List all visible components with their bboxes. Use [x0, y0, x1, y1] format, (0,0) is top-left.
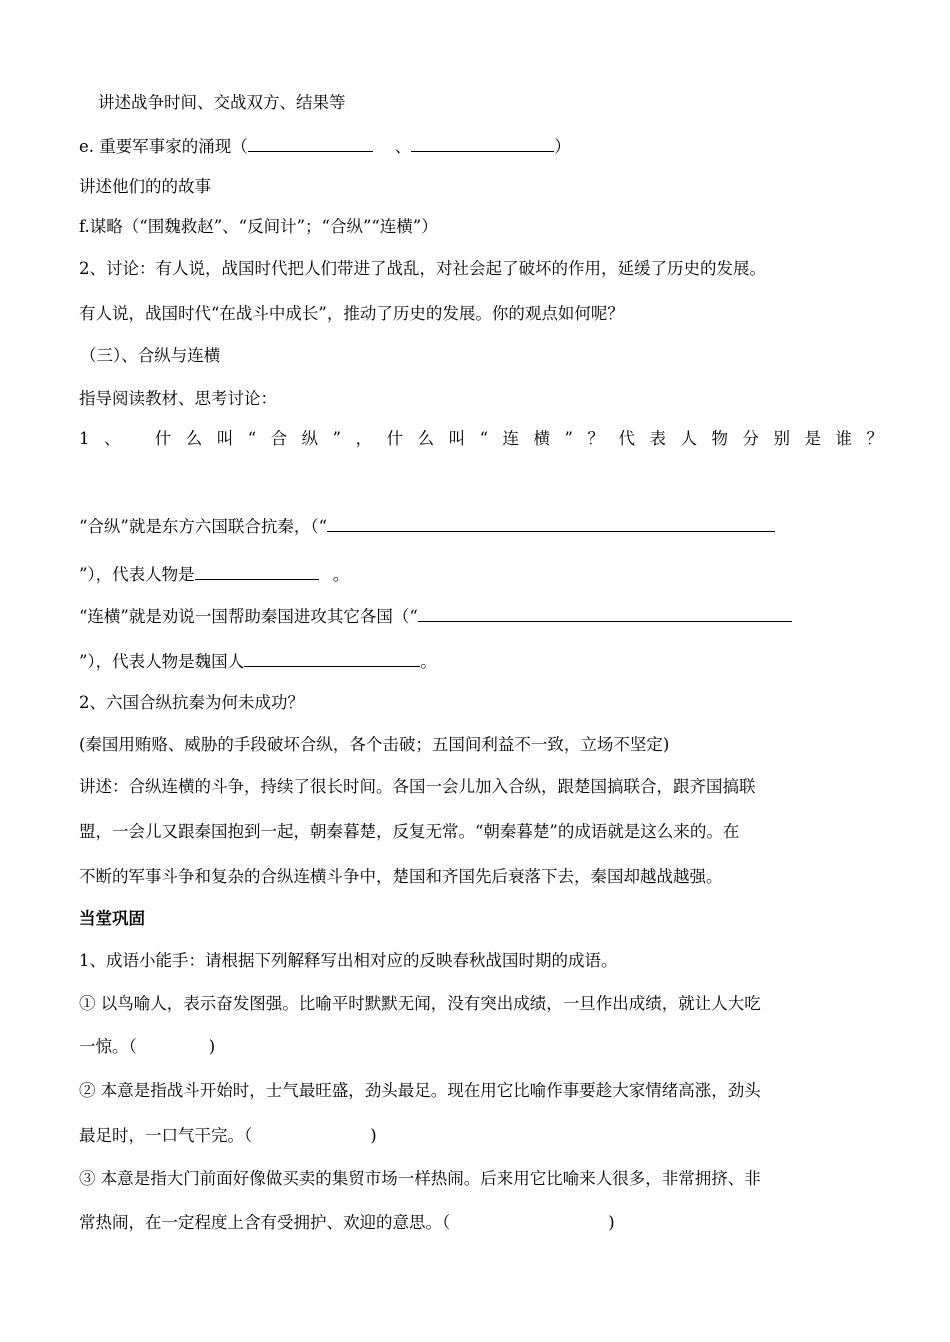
fill-blank[interactable] — [195, 563, 319, 580]
section-heading: （三）、合纵与连横 — [80, 346, 221, 365]
fill-blank[interactable] — [244, 650, 420, 667]
text-line-2 — [79, 135, 571, 158]
narration-line-1: 讲述：合纵连横的斗争，持续了很长时间。各国一会儿加入合纵，跟楚国搞联合，跟齐国搞联 — [79, 777, 756, 796]
text-line-3: 讲述他们的的故事 — [79, 177, 211, 196]
narration-line-2: 盟，一会儿又跟秦国抱到一起，朝秦暮楚，反复无常。“朝秦暮楚”的成语就是这么来的。在 — [79, 822, 740, 841]
narration-line-3: 不断的军事斗争和复杂的合纵连横斗争中，楚国和齐国先后衰落下去，秦国却越战越强。 — [79, 867, 723, 886]
text-line-5: 2、讨论：有人说，战国时代把人们带进了战乱，对社会起了破坏的作用，延缓了历史的发展。 — [79, 259, 766, 278]
fill-blank[interactable] — [418, 605, 792, 622]
hezong-line — [79, 515, 775, 538]
lianheng-line — [79, 605, 792, 628]
hezong-rep-text: ”），代表人物是 — [79, 565, 195, 584]
fill-blank[interactable] — [327, 515, 775, 532]
close-paren: ) — [370, 1126, 377, 1145]
text-line-6: 有人说，战国时代“在战斗中成长”，推动了历史的发展。你的观点如何呢？ — [79, 304, 624, 323]
hezong-text: “合纵”就是东方六国联合抗秦，（“ — [79, 517, 328, 536]
exercise-3-text: 常热闹，在一定程度上含有受拥护、欢迎的意思。（ — [79, 1213, 451, 1232]
exercise-intro: 1、成语小能手：请根据下列解释写出相对应的反映春秋战国时期的成语。 — [79, 951, 618, 970]
lianheng-rep-text: ”），代表人物是魏国人 — [79, 652, 245, 671]
close-paren: ） — [554, 137, 571, 156]
consolidation-heading: 当堂巩固 — [79, 909, 145, 928]
exercise-3-line-2 — [79, 1212, 615, 1234]
exercise-1-text: 一惊。（ — [79, 1037, 137, 1056]
lianheng-text: “连横”就是劝说一国帮助秦国进攻其它各国（“ — [79, 607, 418, 626]
exercise-2-text: 最足时，一口气干完。（ — [79, 1126, 253, 1145]
exercise-1-line-1: ① 以鸟喻人，表示奋发图强。比喻平时默默无闻，没有突出成绩，一旦作出成绩，就让人大吃 — [79, 994, 761, 1013]
hezong-rep-line — [79, 563, 349, 586]
period-mark: 。 — [420, 652, 437, 671]
text-line-2-label: e. 重要军事家的涌现（ — [79, 137, 248, 156]
lianheng-rep-line — [79, 650, 437, 673]
question-1: 1、 什么叫“合纵”，什么叫“连横”？代表人物分别是谁？ — [79, 429, 898, 448]
text-line-4: f.谋略（“围魏救赵”、“反间计”；“合纵”“连横”） — [79, 217, 438, 236]
period-mark: 。 — [332, 565, 350, 584]
exercise-2-line-2 — [79, 1125, 377, 1147]
exercise-3-line-1: ③ 本意是指大门前面好像做买卖的集贸市场一样热闹。后来用它比喻来人很多，非常拥挤、非 — [79, 1169, 761, 1188]
close-paren: ) — [608, 1213, 615, 1232]
dun-mark: 、 — [394, 137, 412, 156]
text-line-8: 指导阅读教材、思考讨论： — [79, 389, 277, 408]
fill-blank[interactable] — [248, 135, 373, 152]
answer-2: (秦国用贿赂、威胁的手段破坏合纵，各个击破；五国间利益不一致，立场不坚定) — [79, 735, 670, 754]
fill-blank[interactable] — [411, 135, 554, 152]
exercise-2-line-1: ② 本意是指战斗开始时，士气最旺盛，劲头最足。现在用它比喻作事要趁大家情绪高涨，劲头 — [79, 1081, 761, 1100]
close-paren: ) — [208, 1037, 216, 1056]
text-line-1: 讲述战争时间、交战双方、结果等 — [98, 93, 346, 112]
exercise-1-line-2 — [79, 1036, 215, 1058]
question-2: 2、六国合纵抗秦为何未成功？ — [79, 693, 304, 712]
